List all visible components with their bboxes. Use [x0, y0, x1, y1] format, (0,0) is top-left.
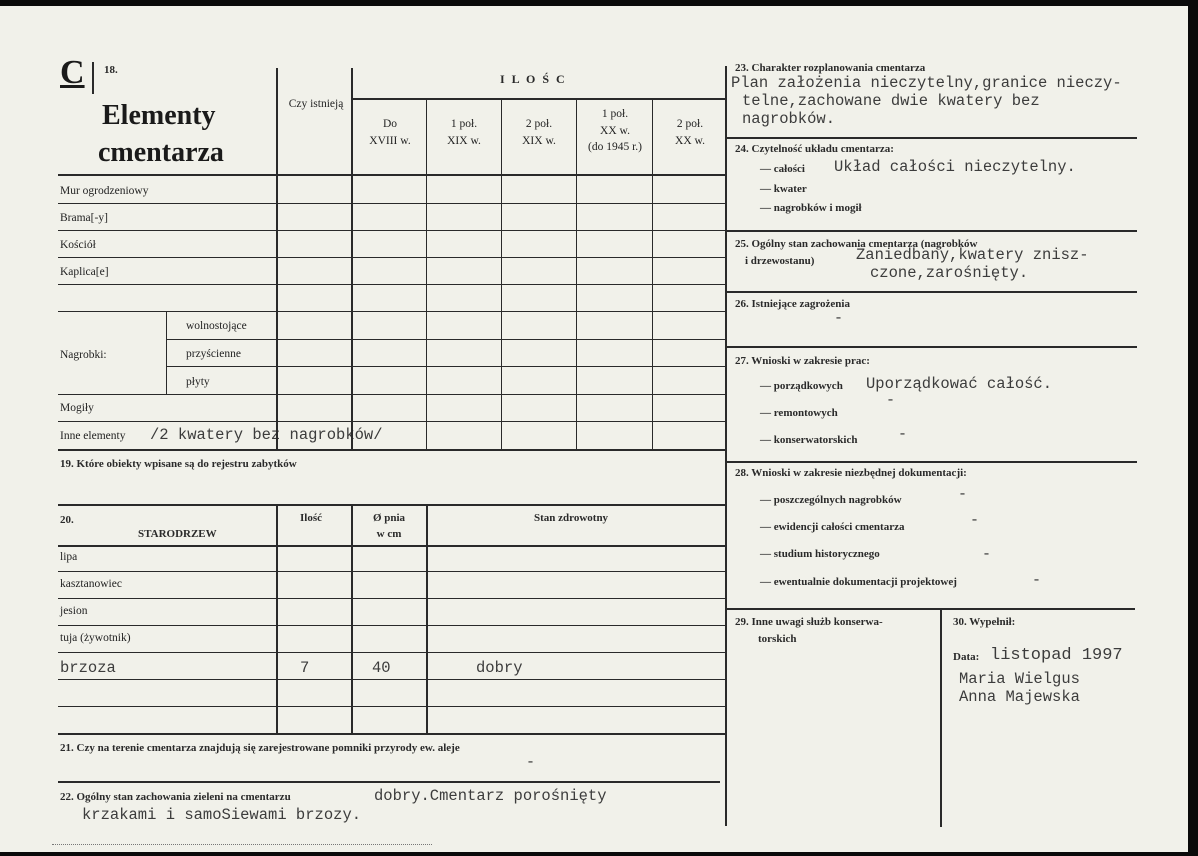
q23-value-line3: nagrobków. [742, 110, 836, 128]
q20-ilosc: Ilość [300, 512, 322, 524]
q25-line [727, 291, 1137, 293]
q22-value-line2: krzakami i samoSiewami brzozy. [82, 806, 362, 824]
q27-konserwatorskich: — konserwatorskich [760, 434, 858, 446]
ilosc-underline [352, 98, 725, 100]
row-line [58, 257, 726, 258]
q23-line [727, 137, 1137, 139]
row-line [58, 449, 726, 451]
q27-porzadkowych: — porządkowych [760, 380, 843, 392]
section-letter: C [60, 54, 85, 91]
q20-stan: Stan zdrowotny [534, 512, 609, 524]
q21-label: 21. Czy na terenie cmentarza znajdują się zarejestrowane pomniki przyrody ew. aleje [60, 742, 460, 754]
elements-title-line2: cmentarza [98, 137, 224, 168]
q21-value: - [526, 754, 536, 771]
q21-line [58, 781, 720, 783]
col-line [426, 98, 427, 449]
period-col-3: 2 poł. XIX w. [522, 118, 556, 147]
tree-col-line [351, 506, 353, 733]
row-line [58, 421, 726, 422]
row-line [166, 339, 726, 340]
q23-value-line2: telne,zachowane dwie kwatery bez [742, 92, 1040, 110]
q23-value-line1: Plan założenia nieczytelny,granice nieczy- [731, 74, 1122, 92]
cemetery-record-card [0, 6, 1188, 852]
q24-nagrobkow: — nagrobków i mogił [760, 202, 862, 214]
q20-header-line [58, 545, 726, 547]
inne-value: /2 kwatery bez nagrobków/ [150, 426, 383, 444]
q22-value-line1: dobry.Cmentarz porośnięty [374, 787, 607, 805]
q27-remontowych: — remontowych [760, 407, 838, 419]
q28-label: 28. Wnioski w zakresie niezbędnej dokumentacji: [735, 467, 967, 479]
q30-data-label: Data: [953, 651, 980, 663]
row-wolnostojace: wolnostojące [186, 320, 247, 332]
tree-lipa: lipa [60, 551, 78, 563]
tree-entry-name: brzoza [60, 659, 116, 677]
tree-jesion: jesion [60, 605, 88, 617]
q30-person-1: Maria Wielgus [959, 670, 1080, 688]
period-col-4: 1 poł. XX w. (do 1945 r.) [588, 108, 642, 154]
col-line [501, 98, 502, 449]
section-letter-bar [92, 62, 94, 94]
center-divider [725, 66, 727, 826]
tree-entry-diameter: 40 [372, 659, 391, 677]
row-mogily: Mogiły [60, 402, 94, 414]
period-col-1: Do XVIII w. [369, 118, 411, 147]
q30-label: 30. Wypełnił: [953, 616, 1016, 628]
row-przyscienne: przyścienne [186, 348, 241, 360]
col-line [652, 98, 653, 449]
tree-entry-count: 7 [300, 659, 310, 677]
period-col-2: 1 poł. XIX w. [447, 118, 481, 147]
q28-item-4-value: - [1032, 572, 1042, 589]
q22-label: 22. Ogólny stan zachowania zieleni na cmentarzu [60, 791, 291, 803]
section-number: 18. [104, 64, 118, 76]
q28-item-2: — ewidencji całości cmentarza [760, 521, 905, 533]
q24-label: 24. Czytelność układu cmentarza: [735, 143, 894, 155]
tree-row-line [58, 733, 726, 735]
elements-title-line1: Elementy [102, 100, 216, 131]
q19-line [58, 504, 726, 506]
q24-line [727, 230, 1137, 232]
tree-row-line [58, 706, 726, 707]
row-line [58, 284, 726, 285]
q28-item-1-value: - [958, 486, 968, 503]
col-line [166, 311, 167, 394]
q30-date: listopad 1997 [990, 646, 1123, 665]
q27-konserwatorskich-value: - [898, 426, 908, 443]
q24-calosci-value: Układ całości nieczytelny. [834, 158, 1076, 176]
q27-porzadkowych-value: Uporządkować całość. [866, 375, 1053, 393]
row-line [58, 203, 726, 204]
row-line [58, 394, 726, 395]
row-line [58, 230, 726, 231]
tree-row-line [58, 625, 726, 626]
q25-label-line1: 25. Ogólny stan zachowania cmentarza (nagrobków [735, 238, 978, 250]
q28-line [727, 608, 1135, 610]
q27-line [727, 461, 1137, 463]
q24-calosci: — całości [760, 163, 805, 175]
q20-number: 20. [60, 514, 74, 526]
period-col-5: 2 poł. XX w. [675, 118, 705, 147]
q26-line [727, 346, 1137, 348]
tree-row-line [58, 571, 726, 572]
tree-entry-health: dobry [476, 659, 523, 677]
q28-item-4: — ewentualnie dokumentacji projektowej [760, 576, 957, 588]
q30-person-2: Anna Majewska [959, 688, 1080, 706]
q25-value-line1: Zaniedbany,kwatery znisz- [856, 246, 1089, 264]
tree-tuja: tuja (żywotnik) [60, 632, 131, 644]
q25-value-line2: czone,zarośnięty. [870, 264, 1029, 282]
col-line [576, 98, 577, 449]
tree-col-line [276, 506, 278, 733]
bottom-dotted-edge [52, 844, 432, 845]
col-line [276, 68, 278, 449]
tree-row-line [58, 652, 726, 653]
ilosc-header: I L O Ś C [500, 72, 567, 86]
q28-item-3: — studium historycznego [760, 548, 880, 560]
q27-remontowych-value: - [886, 392, 896, 409]
tree-kasztanowiec: kasztanowiec [60, 578, 122, 590]
q28-item-2-value: - [970, 512, 980, 529]
row-plyty: płyty [186, 376, 210, 388]
row-kosciol: Kościół [60, 239, 96, 251]
col-line [351, 68, 353, 449]
q20-pnia: Ø pnia w cm [372, 512, 406, 540]
q27-label: 27. Wnioski w zakresie prac: [735, 355, 870, 367]
q28-item-3-value: - [982, 546, 992, 563]
q20-title: STARODRZEW [138, 528, 217, 540]
czy-istnieja-header: Czy istnieją [288, 98, 344, 110]
row-brama: Brama[-y] [60, 212, 108, 224]
header-bottom-line [58, 174, 726, 176]
row-nagrobki: Nagrobki: [60, 349, 107, 361]
row-kaplica: Kaplica[e] [60, 266, 109, 278]
tree-row-line [58, 679, 726, 680]
row-mur: Mur ogrodzeniowy [60, 185, 149, 197]
q29-label-line2: torskich [758, 633, 797, 645]
q26-label: 26. Istniejące zagrożenia [735, 298, 850, 310]
q23-label: 23. Charakter rozplanowania cmentarza [735, 62, 926, 74]
q24-kwater: — kwater [760, 183, 807, 195]
row-inne: Inne elementy [60, 430, 126, 442]
q29-label-line1: 29. Inne uwagi służb konserwa- [735, 616, 883, 628]
row-line [166, 366, 726, 367]
q26-value: - [834, 310, 844, 327]
row-line [58, 311, 726, 312]
tree-col-line [426, 506, 428, 733]
tree-row-line [58, 598, 726, 599]
q19-label: 19. Które obiekty wpisane są do rejestru zabytków [60, 458, 297, 470]
q25-label-line2: i drzewostanu) [745, 255, 815, 267]
q28-item-1: — poszczególnych nagrobków [760, 494, 902, 506]
q29-q30-divider [940, 609, 942, 827]
